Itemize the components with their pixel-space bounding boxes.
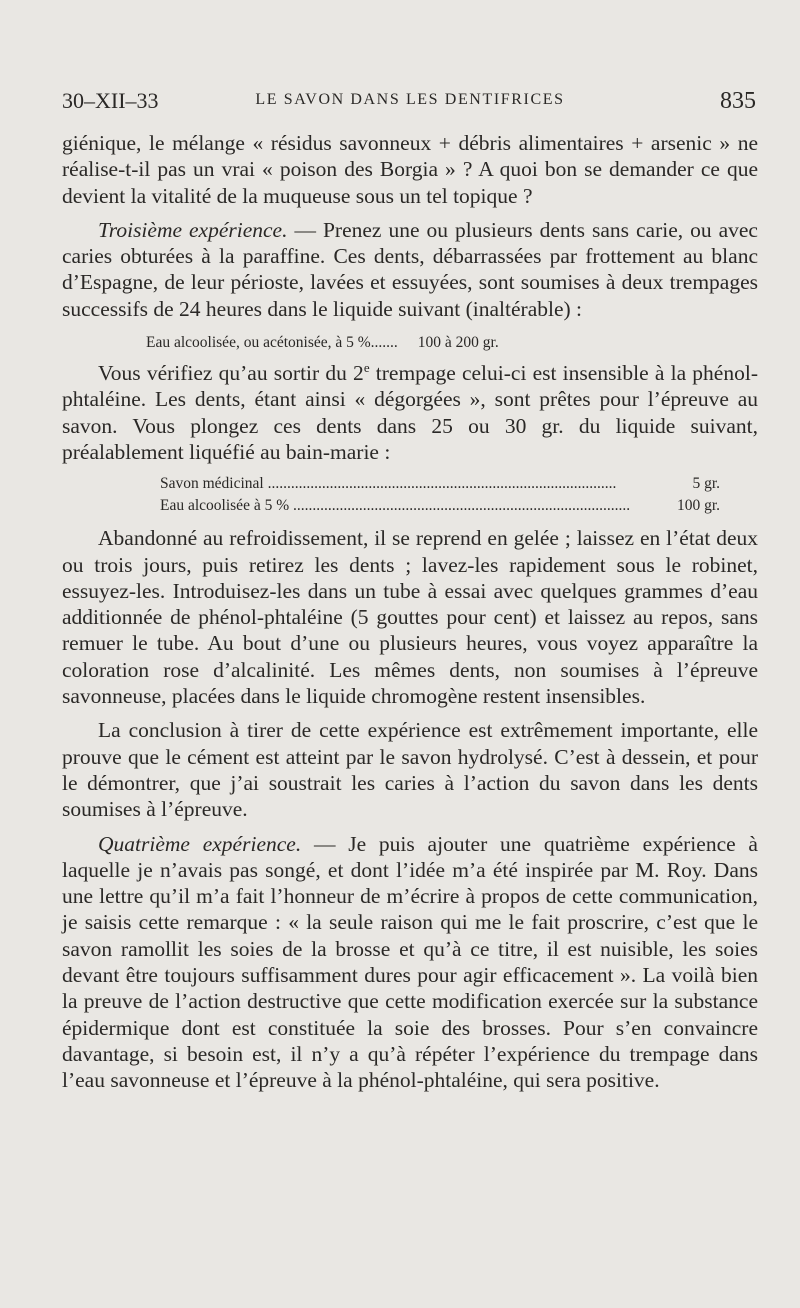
- recipe-row: [160, 495, 720, 517]
- paragraph-1: giénique, le mélange « résidus savonneux + débris alimentaires + arsenic » ne réalise-t-il pas un vrai « poison des Borgia » ? A quoi bon se demander ce que devient la vitalité de la muqueuse sous un tel topique ?: [62, 131, 758, 208]
- paragraph-3: [62, 360, 758, 465]
- paragraph-3-before: Vous vérifiez qu’au sortir du 2: [98, 361, 364, 386]
- paragraph-2-text: — Prenez une ou plusieurs dents sans carie, ou avec caries obturées à la paraffine. Ces dents, débarrassées par frottement au blanc d’Espagne, de leur périoste, lavées et essuyées, sont soumises à deux trempages successifs de 24 heures dans le liquide suivant (inaltérable) :: [62, 217, 758, 321]
- header-title: LE SAVON DANS LES DENTIFRICES: [255, 91, 565, 108]
- paragraph-2: [62, 217, 758, 322]
- recipe-row: [160, 473, 720, 495]
- paragraph-3-sup: e: [363, 359, 370, 375]
- paragraph-4: Abandonné au refroidissement, il se reprend en gelée ; laissez en l’état deux ou trois jours, puis retirez les dents ; lavez-les rapidement sous le robinet, essuyez-les. Introduisez-les dans un tube à essai avec quelques grammes d’eau additionnée de phénol-phtaléine (5 gouttes pour cent) et laissez au repos, sans remuer le tube. Au bout d’une ou plusieurs heures, vous voyez apparaître la coloration rose d’alcalinité. Les mêmes dents, non soumises à l’épreuve savonneuse, placées dans le liquide chromogène restent insensibles.: [62, 526, 758, 709]
- running-header: [62, 88, 758, 118]
- page-body: [62, 130, 758, 1094]
- paragraph-5: La conclusion à tirer de cette expérience est extrêmement importante, elle prouve que le cément est atteint par le savon hydrolysé. C’est à dessein, et pour le démontrer, que j’ai soustrait les caries à l’action du savon dans les dents soumises à l’épreuve.: [62, 718, 758, 822]
- paragraph-6: [62, 831, 758, 1094]
- formula-quantity: 100 à 200 gr.: [417, 334, 499, 352]
- page-number: 835: [720, 88, 756, 114]
- recipe-label: Eau alcoolisée à 5 % .....: [160, 495, 630, 517]
- recipe-label: Savon médicinal .....: [160, 473, 630, 495]
- section-title-quatrieme: Quatrième expérience.: [98, 831, 302, 856]
- header-date: 30–XII–33: [62, 88, 159, 113]
- paragraph-6-text: — Je puis ajouter une quatrième expérience à laquelle je n’avais pas songé, et dont l’idée m’a été inspirée par M. Roy. Dans une lettre qu’il m’a fait l’honneur de m’écrire à propos de cette communication, je saisis cette remarque : « la seule raison qui me le fait proscrire, c’est que le savon ramollit les soies de la brosse et qu’à ce titre, il est nuisible, les soies devant être toujours suffisamment dures pour agir efficacement ». La voilà bien la preuve de l’action destructive que cette modification exercée sur la substance épidermique dont est constituée la soie des brosses. Pour s’en convaincre davantage, si besoin est, il n’y a qu’à répéter l’expérience du trempage dans l’eau savonneuse et l’épreuve à la phénol-phtaléine, qui sera positive.: [62, 831, 758, 1093]
- recipe-value: 100 gr.: [676, 497, 720, 515]
- recipe-value: 5 gr.: [692, 475, 720, 493]
- formula-line: [146, 332, 758, 354]
- formula-label: Eau alcoolisée, ou acétonisée, à 5 %.......: [146, 334, 398, 352]
- recipe-table: [160, 473, 720, 517]
- section-title-troisieme: Troisième expérience.: [98, 217, 288, 242]
- paragraph-3-after: trempage celui-ci est insensible à la phénol-phtaléine. Les dents, étant ainsi « dégorgées », sont prêtes pour l’épreuve au savon. Vous plongez ces dents dans 25 ou 30 gr. du liquide suivant, préalablement liquéfié au bain-marie :: [62, 361, 758, 464]
